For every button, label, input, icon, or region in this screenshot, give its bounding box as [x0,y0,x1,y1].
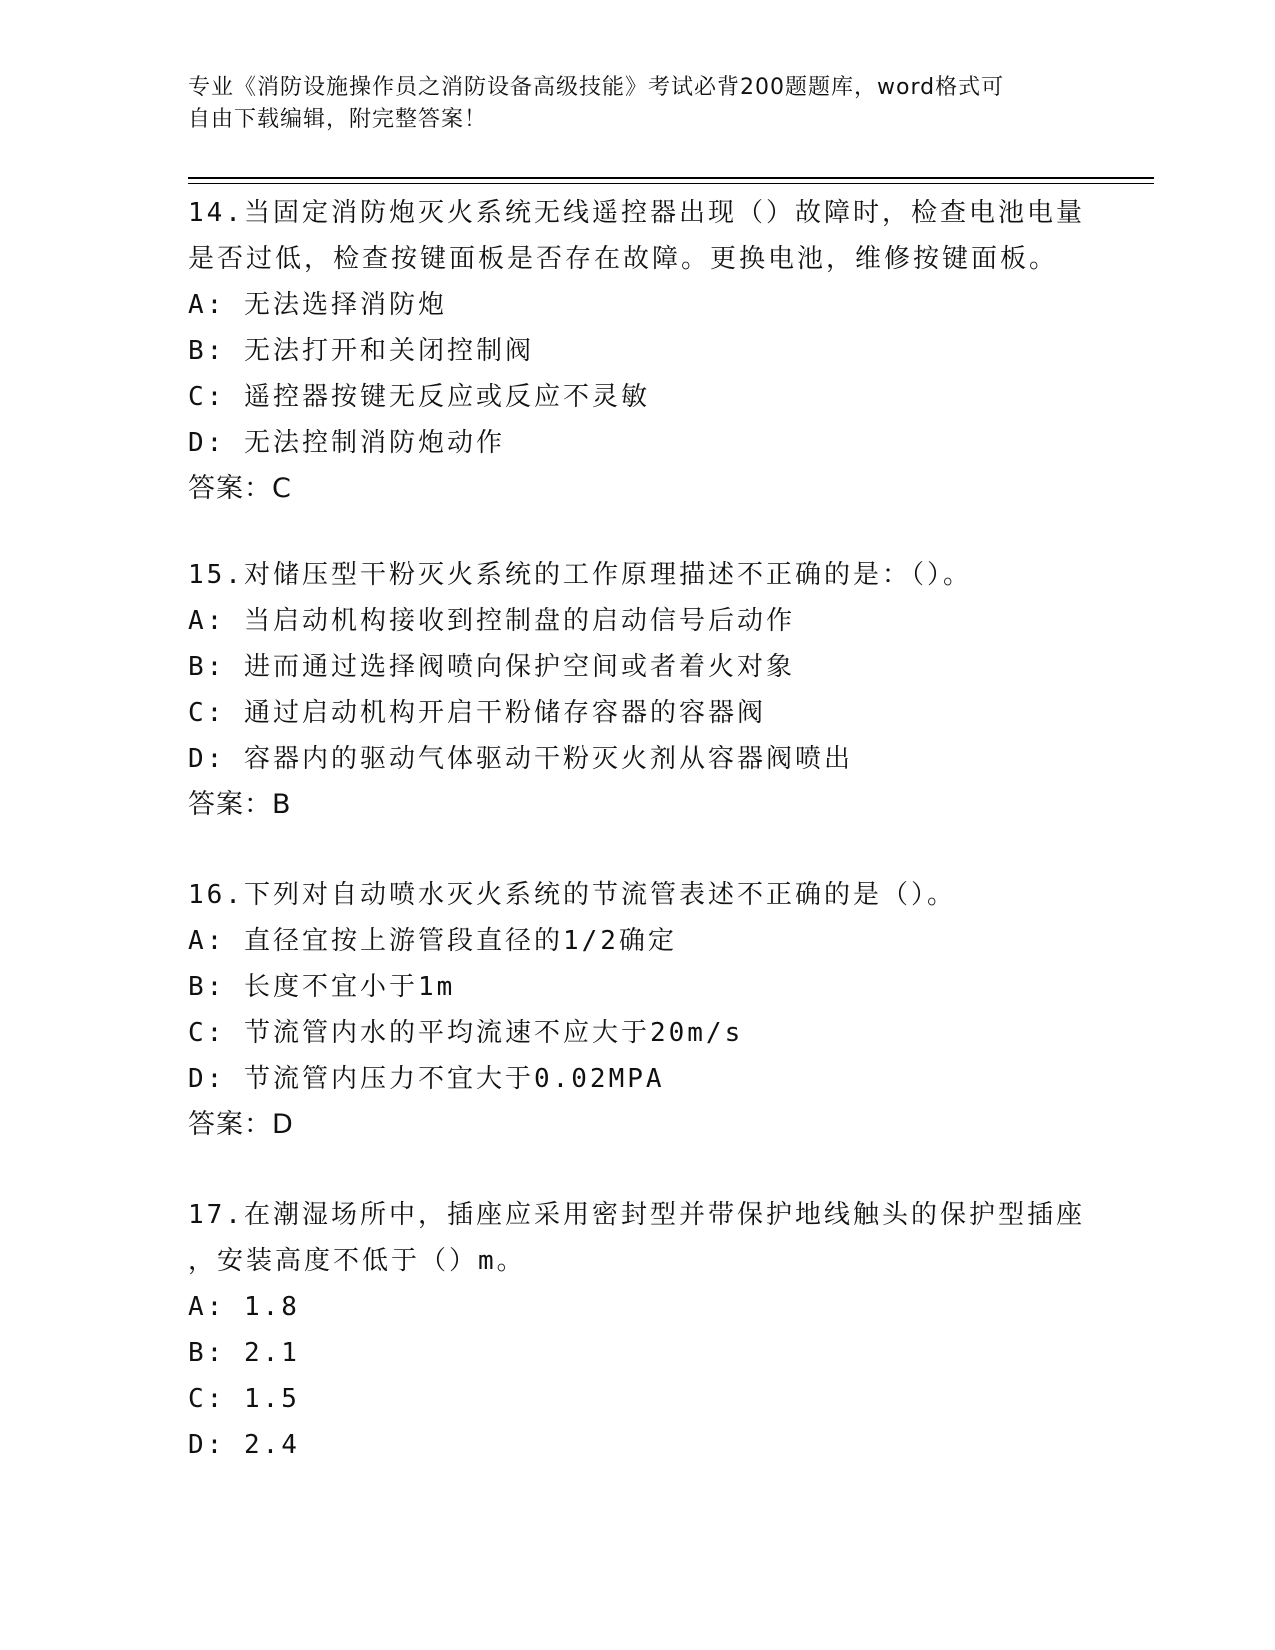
option-a: A: 1.8 [188,1292,300,1322]
option-d: D: 节流管内压力不宜大于0.02MPA [188,1064,665,1094]
answer: 答案：B [188,789,292,820]
option-d: D: 无法控制消防炮动作 [188,428,505,458]
question-text-line: ，安装高度不低于（）m。 [188,1246,526,1276]
header-line-1: 专业《消防设施操作员之消防设备高级技能》考试必背200题题库，word格式可 [188,75,1005,100]
answer: 答案：C [188,473,292,504]
question-15 [188,552,1088,828]
option-b: B: 进而通过选择阀喷向保护空间或者着火对象 [188,652,795,682]
question-text-line: 15.对储压型干粉灭火系统的工作原理描述不正确的是：（）。 [188,560,972,590]
option-a: A: 当启动机构接收到控制盘的启动信号后动作 [188,606,795,636]
question-text-line: 16.下列对自动喷水灭火系统的节流管表述不正确的是（）。 [188,880,956,910]
option-d: D: 容器内的驱动气体驱动干粉灭火剂从容器阀喷出 [188,744,853,774]
question-14 [188,190,1088,512]
option-c: C: 通过启动机构开启干粉储存容器的容器阀 [188,698,766,728]
option-c: C: 遥控器按键无反应或反应不灵敏 [188,382,650,412]
option-b: B: 2.1 [188,1338,300,1368]
header-divider-thick [188,177,1154,179]
option-b: B: 长度不宜小于1m [188,972,456,1002]
question-17 [188,1192,1088,1468]
option-a: A: 无法选择消防炮 [188,290,447,320]
question-16 [188,872,1088,1148]
header-line-2: 自由下载编辑，附完整答案！ [188,107,488,132]
question-text-line: 是否过低，检查按键面板是否存在故障。更换电池，维修按键面板。 [188,244,1059,274]
option-d: D: 2.4 [188,1430,300,1460]
option-b: B: 无法打开和关闭控制阀 [188,336,534,366]
header-divider-thin [188,183,1154,184]
option-a: A: 直径宜按上游管段直径的1/2确定 [188,926,677,956]
question-text-line: 14.当固定消防炮灭火系统无线遥控器出现（）故障时，检查电池电量 [188,198,1085,228]
option-c: C: 节流管内水的平均流速不应大于20m/s [188,1018,744,1048]
document-header [188,72,1088,136]
option-c: C: 1.5 [188,1384,300,1414]
answer: 答案：D [188,1109,294,1140]
question-text-line: 17.在潮湿场所中，插座应采用密封型并带保护地线触头的保护型插座 [188,1200,1085,1230]
